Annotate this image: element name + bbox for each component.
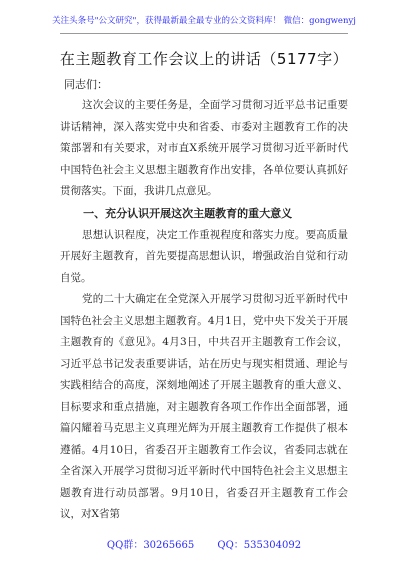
intro-paragraph: 这次会议的主要任务是，全面学习贯彻习近平总书记重要讲话精神，深入落实党中央和省委、市委对主题教育工作的决策部署和有关要求，对市直X系统开展学习贯彻习近平新时代中国特色社会主义思想主题教育作出安排，各单位要认真抓好贯彻落实。下面，我讲几点意见。 (60, 99, 348, 197)
section-paragraph-1: 思想认识程度，决定工作重视程度和落实力度。要高质量开展好主题教育，首先要提高思想认识，增强政治自觉和行动自觉。 (60, 228, 348, 284)
footer-qq-group: QQ群：30265665 (106, 540, 195, 551)
greeting: 同志们： (64, 78, 108, 91)
document-body (60, 95, 348, 526)
footer-qq: QQ：535304092 (217, 540, 302, 551)
section-paragraph-2: 党的二十大确定在全党深入开展学习贯彻习近平新时代中国特色社会主义思想主题教育。4月1日，党中央下发关于开展主题教育的《意见》。4月3日，中共召开主题教育工作会议，习近平总书记发表重要讲话，站在历史与现实相贯通、理论与实践相结合的高度，深刻地阐述了开展主题教育的重大意义、目标要求和重点措施，对主题教育各项工作作出全面部署，通篇闪耀着马克思主义真理光辉为开展主题教育工作提供了根本遵循。4月10日，省委召开主题教育工作会议，省委同志就在全省深入开展学习贯彻习近平新时代中国特色社会主义思想主题教育进行动员部署。9月10日，省委召开主题教育工作会议，对X省第 (60, 293, 348, 520)
header-banner: 关注头条号"公文研究"，获得最新最全最专业的公文资料库！ 微信：gongwenyj (52, 16, 356, 26)
footer-contact (0, 536, 408, 551)
section-heading: 一、充分认识开展这次主题教育的重大意义 (83, 206, 293, 220)
document-title: 在主题教育工作会议上的讲话（5177字） (59, 50, 349, 68)
header-divider (60, 33, 348, 34)
